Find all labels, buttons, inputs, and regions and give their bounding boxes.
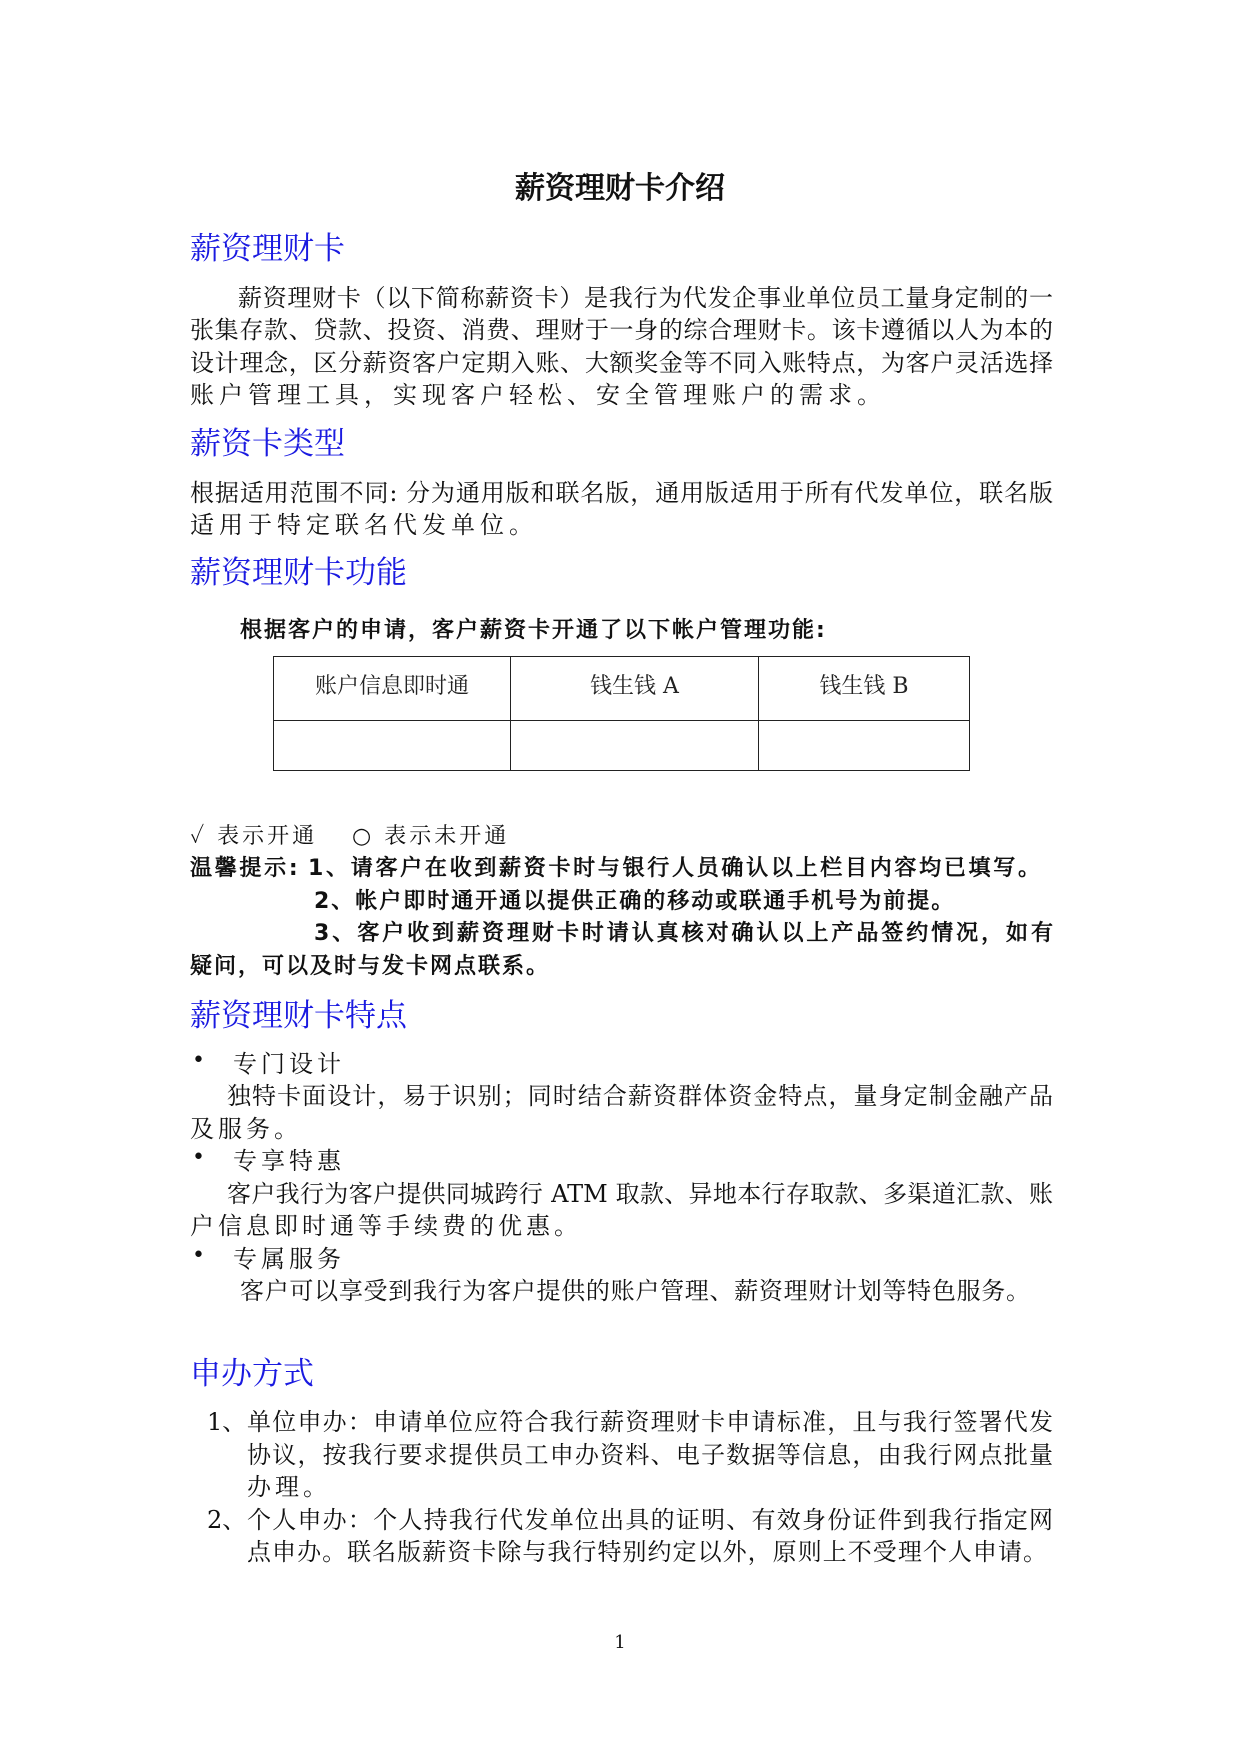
types-line: 根据适用范围不同: 分为通用版和联名版，通用版适用于所有代发单位，联名版: [190, 479, 1053, 507]
apply-number: 1、: [207, 1408, 247, 1436]
section-heading-apply: 申办方式: [190, 1356, 314, 1392]
feature-line: 客户可以享受到我行为客户提供的账户管理、薪资理财计划等特色服务。: [240, 1277, 1030, 1305]
apply-line: 点申办。联名版薪资卡除与我行特别约定以外，原则上不受理个人申请。: [247, 1538, 1047, 1566]
legend-off: ○ 表示未开通: [352, 824, 510, 849]
legend-on: ✓ 表示开通: [190, 824, 318, 849]
apply-line: 个人申办：个人持我行代发单位出具的证明、有效身份证件到我行指定网: [247, 1506, 1053, 1534]
table-value-cell: [274, 721, 511, 771]
feature-title: 专享特惠: [233, 1147, 345, 1175]
intro-line: 账户管理工具，实现客户轻松、安全管理账户的需求。: [190, 381, 886, 409]
feature-line: 户信息即时通等手续费的优惠。: [190, 1212, 582, 1240]
document-title: 薪资理财卡介绍: [515, 171, 725, 206]
functions-table: [273, 656, 970, 771]
feature-line: 独特卡面设计，易于识别；同时结合薪资群体资金特点，量身定制金融产品: [227, 1082, 1053, 1110]
bullet-icon: •: [192, 1048, 205, 1073]
tip-line: 3、客户收到薪资理财卡时请认真核对确认以上产品签约情况，如有: [314, 921, 1053, 946]
section-heading-features: 薪资理财卡特点: [190, 998, 407, 1034]
apply-line: 办理。: [247, 1473, 331, 1501]
section-heading-types: 薪资卡类型: [190, 426, 345, 462]
apply-line: 协议，按我行要求提供员工申办资料、电子数据等信息，由我行网点批量: [247, 1441, 1053, 1469]
table-header-cell: 账户信息即时通: [274, 657, 511, 721]
types-line: 适用于特定联名代发单位。: [190, 511, 538, 539]
bullet-icon: •: [192, 1243, 205, 1268]
bullet-icon: •: [192, 1145, 205, 1170]
table-header-cell: 钱生钱 B: [759, 657, 970, 721]
page-number: 1: [614, 1632, 626, 1653]
tip-line: 疑问，可以及时与发卡网点联系。: [190, 954, 551, 979]
tip-line: 温馨提示: 1、请客户在收到薪资卡时与银行人员确认以上栏目内容均已填写。: [190, 856, 1040, 881]
apply-line: 单位申办：申请单位应符合我行薪资理财卡申请标准，且与我行签署代发: [247, 1408, 1053, 1436]
feature-title: 专门设计: [233, 1050, 345, 1078]
feature-title: 专属服务: [233, 1245, 345, 1273]
section-heading-functions: 薪资理财卡功能: [190, 555, 407, 591]
table-value-cell: [511, 721, 759, 771]
section-heading-card: 薪资理财卡: [190, 231, 345, 267]
tip-line: 2、帐户即时通开通以提供正确的移动或联通手机号为前提。: [314, 889, 956, 914]
feature-line: 及服务。: [190, 1115, 302, 1143]
feature-line: 客户我行为客户提供同城跨行 ATM 取款、异地本行存取款、多渠道汇款、账: [227, 1180, 1053, 1208]
functions-intro: 根据客户的申请，客户薪资卡开通了以下帐户管理功能:: [240, 618, 827, 643]
intro-line: 设计理念，区分薪资客户定期入账、大额奖金等不同入账特点，为客户灵活选择: [190, 349, 1053, 377]
apply-number: 2、: [207, 1506, 247, 1534]
table-value-cell: [759, 721, 970, 771]
intro-line: 薪资理财卡（以下简称薪资卡）是我行为代发企事业单位员工量身定制的一: [238, 284, 1053, 312]
table-header-cell: 钱生钱 A: [511, 657, 759, 721]
intro-line: 张集存款、贷款、投资、消费、理财于一身的综合理财卡。该卡遵循以人为本的: [190, 316, 1053, 344]
